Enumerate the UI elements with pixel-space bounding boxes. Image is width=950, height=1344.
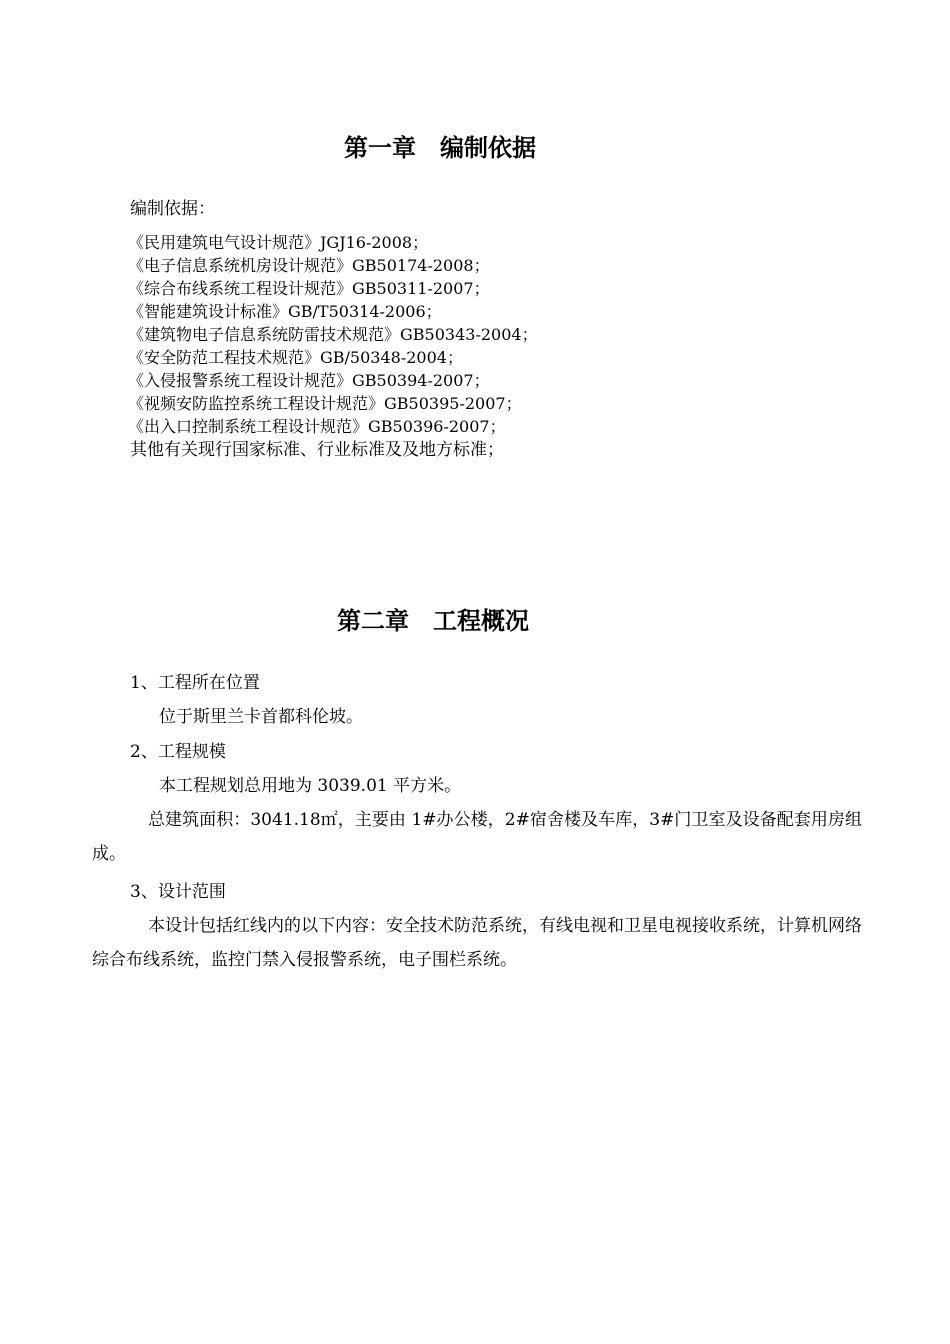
reference-item: 《建筑物电子信息系统防雷技术规范》GB50343-2004； bbox=[128, 325, 538, 345]
reference-item: 《综合布线系统工程设计规范》GB50311-2007； bbox=[128, 279, 490, 299]
reference-item: 《安全防范工程技术规范》GB/50348-2004； bbox=[128, 348, 463, 368]
reference-item: 《民用建筑电气设计规范》JGJ16-2008； bbox=[128, 233, 429, 253]
reference-item: 《入侵报警系统工程设计规范》GB50394-2007； bbox=[128, 371, 490, 391]
chapter1-title: 第一章 编制依据 bbox=[344, 134, 536, 162]
reference-item: 《出入口控制系统工程设计规范》GB50396-2007； bbox=[128, 417, 506, 437]
reference-item: 《智能建筑设计标准》GB/T50314-2006； bbox=[128, 302, 442, 322]
reference-intro: 编制依据： bbox=[130, 199, 215, 219]
reference-outro: 其他有关现行国家标准、行业标准及及地方标准； bbox=[130, 440, 504, 461]
reference-list bbox=[130, 196, 538, 472]
chapter2-title: 第二章 工程概况 bbox=[337, 607, 529, 635]
section3-heading: 3、设计范围 bbox=[130, 882, 226, 902]
section2-area-text: 本工程规划总用地为 3039.01 平方米。 bbox=[159, 776, 462, 796]
section1-heading: 1、工程所在位置 bbox=[130, 673, 260, 693]
section2-heading: 2、工程规模 bbox=[130, 742, 226, 762]
section3-text: 本设计包括红线内的以下内容：安全技术防范系统，有线电视和卫星电视接收系统，计算机网络综合布线系统，监控门禁入侵报警系统，电子围栏系统。 bbox=[92, 916, 862, 970]
section2-building-text: 总建筑面积：3041.18㎡，主要由 1#办公楼，2#宿舍楼及车库，3#门卫室及设备配套用房组成。 bbox=[92, 810, 862, 864]
reference-item: 《电子信息系统机房设计规范》GB50174-2008； bbox=[128, 256, 490, 276]
section1-text: 位于斯里兰卡首都科伦坡。 bbox=[159, 707, 363, 727]
reference-item: 《视频安防监控系统工程设计规范》GB50395-2007； bbox=[128, 394, 522, 414]
